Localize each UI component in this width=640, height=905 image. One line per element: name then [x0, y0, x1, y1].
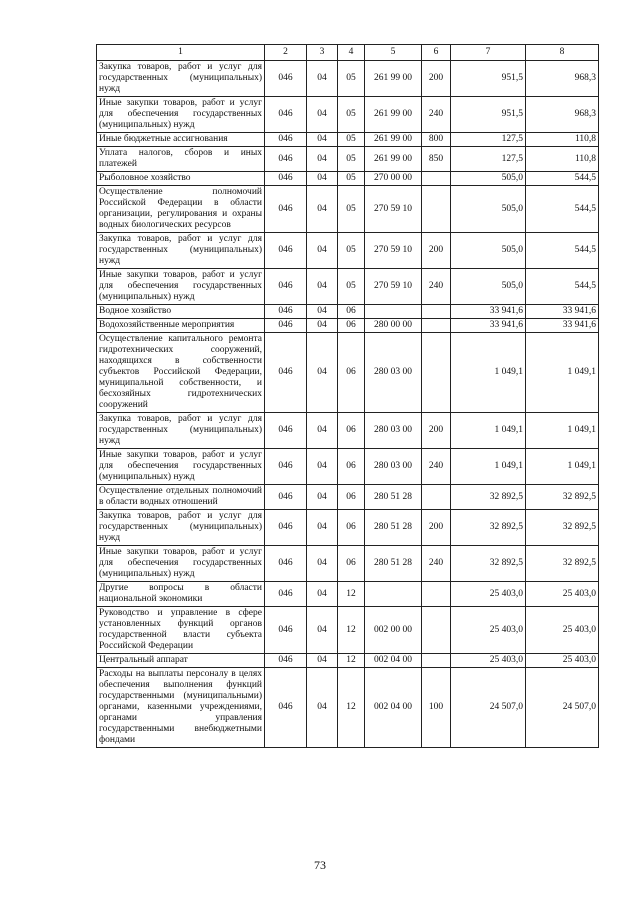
- amount-year-1-cell: 127,5: [451, 133, 526, 147]
- row-name-cell: Закупка товаров, работ и услуг для государственных (муниципальных) нужд: [97, 233, 265, 269]
- table-row: [97, 61, 599, 97]
- expense-type-cell: 240: [422, 546, 451, 582]
- table-row: [97, 607, 599, 654]
- header-cell: 7: [451, 45, 526, 61]
- admin-code-cell: 046: [265, 97, 307, 133]
- amount-year-2-cell: 32 892,5: [526, 485, 599, 510]
- section-code-cell: 04: [307, 333, 338, 413]
- amount-year-2-cell: 25 403,0: [526, 654, 599, 668]
- subsection-code-cell: 05: [338, 61, 365, 97]
- section-code-cell: 04: [307, 305, 338, 319]
- header-cell: 6: [422, 45, 451, 61]
- amount-year-2-cell: 1 049,1: [526, 413, 599, 449]
- amount-year-1-cell: 25 403,0: [451, 582, 526, 607]
- table-row: [97, 485, 599, 510]
- admin-code-cell: 046: [265, 186, 307, 233]
- amount-year-1-cell: 32 892,5: [451, 510, 526, 546]
- amount-year-1-cell: 1 049,1: [451, 333, 526, 413]
- section-code-cell: 04: [307, 485, 338, 510]
- amount-year-2-cell: 110,8: [526, 147, 599, 172]
- admin-code-cell: 046: [265, 607, 307, 654]
- table-row: [97, 133, 599, 147]
- amount-year-2-cell: 544,5: [526, 269, 599, 305]
- section-code-cell: 04: [307, 147, 338, 172]
- header-cell: 8: [526, 45, 599, 61]
- amount-year-1-cell: 25 403,0: [451, 607, 526, 654]
- header-cell: 1: [97, 45, 265, 61]
- amount-year-2-cell: 544,5: [526, 233, 599, 269]
- table-row: [97, 546, 599, 582]
- subsection-code-cell: 12: [338, 654, 365, 668]
- section-code-cell: 04: [307, 510, 338, 546]
- target-article-cell: 270 59 10: [365, 186, 422, 233]
- amount-year-1-cell: 33 941,6: [451, 319, 526, 333]
- amount-year-2-cell: 32 892,5: [526, 510, 599, 546]
- target-article-cell: 270 00 00: [365, 172, 422, 186]
- row-name-cell: Осуществление отдельных полномочий в области водных отношений: [97, 485, 265, 510]
- row-name-cell: Иные закупки товаров, работ и услуг для обеспечения государственных (муниципальных) нужд: [97, 269, 265, 305]
- target-article-cell: 280 00 00: [365, 319, 422, 333]
- target-article-cell: 280 51 28: [365, 546, 422, 582]
- amount-year-2-cell: 544,5: [526, 186, 599, 233]
- target-article-cell: 002 04 00: [365, 668, 422, 748]
- table-row: [97, 269, 599, 305]
- admin-code-cell: 046: [265, 546, 307, 582]
- section-code-cell: 04: [307, 654, 338, 668]
- target-article-cell: 261 99 00: [365, 61, 422, 97]
- page-number: 73: [314, 858, 326, 872]
- row-name-cell: Иные закупки товаров, работ и услуг для обеспечения государственных (муниципальных) нужд: [97, 546, 265, 582]
- admin-code-cell: 046: [265, 269, 307, 305]
- subsection-code-cell: 05: [338, 133, 365, 147]
- section-code-cell: 04: [307, 607, 338, 654]
- target-article-cell: 280 03 00: [365, 413, 422, 449]
- target-article-cell: 261 99 00: [365, 97, 422, 133]
- row-name-cell: Осуществление полномочий Российской Федерации в области организации, регулирования и охраны водных биологических ресурсов: [97, 186, 265, 233]
- admin-code-cell: 046: [265, 413, 307, 449]
- section-code-cell: 04: [307, 133, 338, 147]
- amount-year-1-cell: 505,0: [451, 233, 526, 269]
- admin-code-cell: 046: [265, 510, 307, 546]
- expense-type-cell: 240: [422, 269, 451, 305]
- subsection-code-cell: 05: [338, 97, 365, 133]
- subsection-code-cell: 06: [338, 413, 365, 449]
- row-name-cell: Центральный аппарат: [97, 654, 265, 668]
- amount-year-2-cell: 25 403,0: [526, 582, 599, 607]
- admin-code-cell: 046: [265, 319, 307, 333]
- amount-year-2-cell: 968,3: [526, 97, 599, 133]
- expense-type-cell: [422, 607, 451, 654]
- subsection-code-cell: 06: [338, 305, 365, 319]
- amount-year-1-cell: 951,5: [451, 61, 526, 97]
- amount-year-1-cell: 1 049,1: [451, 449, 526, 485]
- table-row: [97, 147, 599, 172]
- section-code-cell: 04: [307, 269, 338, 305]
- header-cell: 2: [265, 45, 307, 61]
- amount-year-1-cell: 32 892,5: [451, 546, 526, 582]
- subsection-code-cell: 05: [338, 233, 365, 269]
- table-row: [97, 582, 599, 607]
- header-cell: 3: [307, 45, 338, 61]
- budget-table: [96, 44, 599, 748]
- amount-year-2-cell: 968,3: [526, 61, 599, 97]
- table-row: [97, 186, 599, 233]
- table-header-row: [97, 45, 599, 61]
- subsection-code-cell: 06: [338, 319, 365, 333]
- subsection-code-cell: 12: [338, 582, 365, 607]
- admin-code-cell: 046: [265, 485, 307, 510]
- admin-code-cell: 046: [265, 172, 307, 186]
- row-name-cell: Другие вопросы в области национальной экономики: [97, 582, 265, 607]
- expense-type-cell: [422, 582, 451, 607]
- amount-year-1-cell: 505,0: [451, 172, 526, 186]
- expense-type-cell: [422, 485, 451, 510]
- table-row: [97, 510, 599, 546]
- expense-type-cell: 240: [422, 97, 451, 133]
- expense-type-cell: 200: [422, 510, 451, 546]
- amount-year-2-cell: 1 049,1: [526, 449, 599, 485]
- table-row: [97, 413, 599, 449]
- amount-year-2-cell: 25 403,0: [526, 607, 599, 654]
- admin-code-cell: 046: [265, 133, 307, 147]
- target-article-cell: [365, 305, 422, 319]
- row-name-cell: Иные закупки товаров, работ и услуг для обеспечения государственных (муниципальных) нужд: [97, 97, 265, 133]
- subsection-code-cell: 05: [338, 269, 365, 305]
- amount-year-1-cell: 32 892,5: [451, 485, 526, 510]
- table-row: [97, 233, 599, 269]
- row-name-cell: Иные бюджетные ассигнования: [97, 133, 265, 147]
- row-name-cell: Иные закупки товаров, работ и услуг для обеспечения государственных (муниципальных) нужд: [97, 449, 265, 485]
- header-cell: 5: [365, 45, 422, 61]
- admin-code-cell: 046: [265, 305, 307, 319]
- section-code-cell: 04: [307, 449, 338, 485]
- expense-type-cell: [422, 333, 451, 413]
- row-name-cell: Водохозяйственные мероприятия: [97, 319, 265, 333]
- section-code-cell: 04: [307, 668, 338, 748]
- amount-year-1-cell: 505,0: [451, 186, 526, 233]
- admin-code-cell: 046: [265, 233, 307, 269]
- row-name-cell: Осуществление капитального ремонта гидротехнических сооружений, находящихся в собственности субъектов Российской Федерации, муниципальной собственности, и бесхозяйных гидротехнических сооружений: [97, 333, 265, 413]
- row-name-cell: Водное хозяйство: [97, 305, 265, 319]
- section-code-cell: 04: [307, 582, 338, 607]
- row-name-cell: Уплата налогов, сборов и иных платежей: [97, 147, 265, 172]
- subsection-code-cell: 06: [338, 510, 365, 546]
- admin-code-cell: 046: [265, 449, 307, 485]
- subsection-code-cell: 12: [338, 668, 365, 748]
- subsection-code-cell: 06: [338, 485, 365, 510]
- subsection-code-cell: 05: [338, 186, 365, 233]
- expense-type-cell: 850: [422, 147, 451, 172]
- expense-type-cell: [422, 654, 451, 668]
- target-article-cell: [365, 582, 422, 607]
- amount-year-2-cell: 33 941,6: [526, 305, 599, 319]
- expense-type-cell: [422, 305, 451, 319]
- header-cell: 4: [338, 45, 365, 61]
- amount-year-2-cell: 110,8: [526, 133, 599, 147]
- section-code-cell: 04: [307, 546, 338, 582]
- table-row: [97, 333, 599, 413]
- target-article-cell: 280 03 00: [365, 449, 422, 485]
- target-article-cell: 280 03 00: [365, 333, 422, 413]
- target-article-cell: 270 59 10: [365, 233, 422, 269]
- target-article-cell: 270 59 10: [365, 269, 422, 305]
- table-row: [97, 668, 599, 748]
- row-name-cell: Закупка товаров, работ и услуг для государственных (муниципальных) нужд: [97, 61, 265, 97]
- amount-year-1-cell: 1 049,1: [451, 413, 526, 449]
- subsection-code-cell: 12: [338, 607, 365, 654]
- table-row: [97, 319, 599, 333]
- subsection-code-cell: 06: [338, 333, 365, 413]
- expense-type-cell: [422, 186, 451, 233]
- expense-type-cell: 100: [422, 668, 451, 748]
- expense-type-cell: 200: [422, 233, 451, 269]
- row-name-cell: Расходы на выплаты персоналу в целях обеспечения выполнения функций государственными (муниципальными) органами, казенными учреждениями, органами управления государственными внебюджетными фондами: [97, 668, 265, 748]
- subsection-code-cell: 06: [338, 546, 365, 582]
- admin-code-cell: 046: [265, 582, 307, 607]
- expense-type-cell: 200: [422, 61, 451, 97]
- admin-code-cell: 046: [265, 668, 307, 748]
- section-code-cell: 04: [307, 233, 338, 269]
- section-code-cell: 04: [307, 413, 338, 449]
- row-name-cell: Закупка товаров, работ и услуг для государственных (муниципальных) нужд: [97, 413, 265, 449]
- subsection-code-cell: 05: [338, 147, 365, 172]
- subsection-code-cell: 06: [338, 449, 365, 485]
- table-row: [97, 305, 599, 319]
- target-article-cell: 280 51 28: [365, 485, 422, 510]
- amount-year-1-cell: 951,5: [451, 97, 526, 133]
- amount-year-2-cell: 32 892,5: [526, 546, 599, 582]
- amount-year-1-cell: 505,0: [451, 269, 526, 305]
- expense-type-cell: 200: [422, 413, 451, 449]
- expense-type-cell: 800: [422, 133, 451, 147]
- amount-year-1-cell: 33 941,6: [451, 305, 526, 319]
- subsection-code-cell: 05: [338, 172, 365, 186]
- section-code-cell: 04: [307, 61, 338, 97]
- amount-year-2-cell: 24 507,0: [526, 668, 599, 748]
- amount-year-1-cell: 127,5: [451, 147, 526, 172]
- expense-type-cell: 240: [422, 449, 451, 485]
- admin-code-cell: 046: [265, 61, 307, 97]
- target-article-cell: 002 04 00: [365, 654, 422, 668]
- admin-code-cell: 046: [265, 654, 307, 668]
- amount-year-2-cell: 544,5: [526, 172, 599, 186]
- amount-year-1-cell: 25 403,0: [451, 654, 526, 668]
- row-name-cell: Рыболовное хозяйство: [97, 172, 265, 186]
- table-row: [97, 97, 599, 133]
- target-article-cell: 261 99 00: [365, 133, 422, 147]
- section-code-cell: 04: [307, 319, 338, 333]
- admin-code-cell: 046: [265, 333, 307, 413]
- expense-type-cell: [422, 319, 451, 333]
- row-name-cell: Закупка товаров, работ и услуг для государственных (муниципальных) нужд: [97, 510, 265, 546]
- target-article-cell: 002 00 00: [365, 607, 422, 654]
- table-row: [97, 172, 599, 186]
- admin-code-cell: 046: [265, 147, 307, 172]
- amount-year-2-cell: 33 941,6: [526, 319, 599, 333]
- section-code-cell: 04: [307, 172, 338, 186]
- expense-type-cell: [422, 172, 451, 186]
- section-code-cell: 04: [307, 97, 338, 133]
- target-article-cell: 261 99 00: [365, 147, 422, 172]
- amount-year-2-cell: 1 049,1: [526, 333, 599, 413]
- table-row: [97, 654, 599, 668]
- target-article-cell: 280 51 28: [365, 510, 422, 546]
- row-name-cell: Руководство и управление в сфере установленных функций органов государственной власти субъекта Российской Федерации: [97, 607, 265, 654]
- section-code-cell: 04: [307, 186, 338, 233]
- amount-year-1-cell: 24 507,0: [451, 668, 526, 748]
- table-row: [97, 449, 599, 485]
